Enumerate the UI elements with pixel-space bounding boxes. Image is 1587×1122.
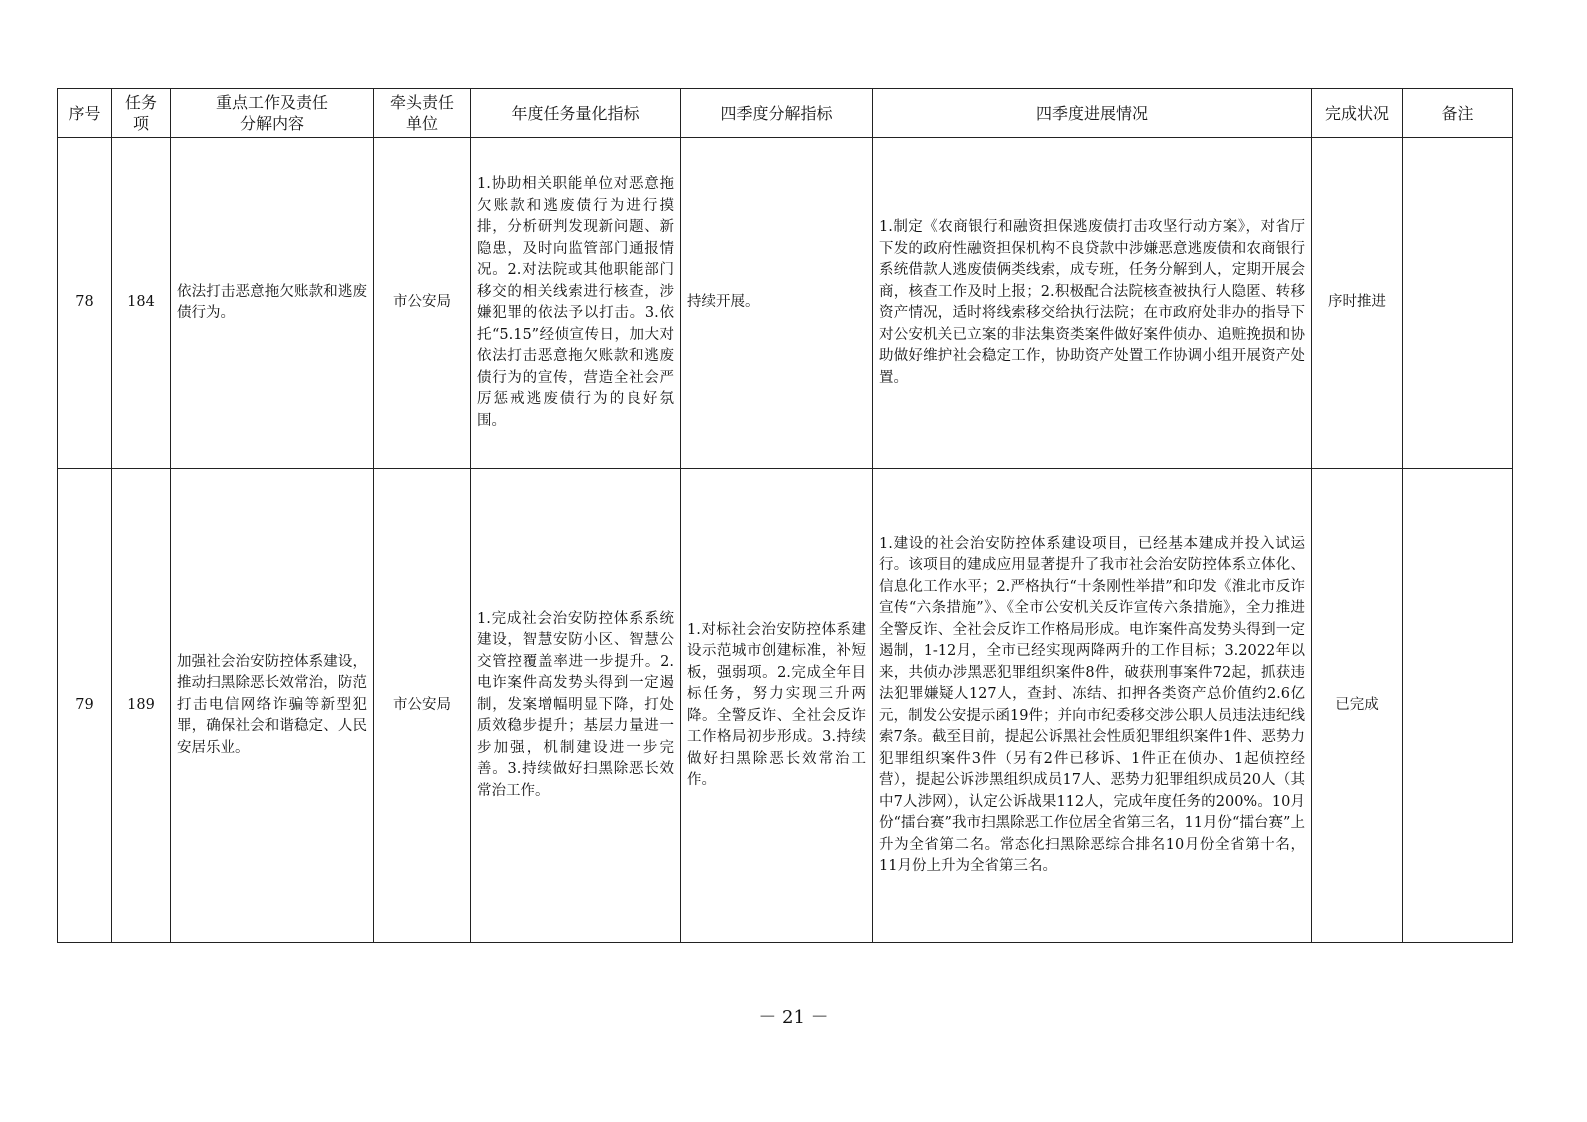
cell-task-no: 184 bbox=[112, 138, 171, 469]
cell-status: 已完成 bbox=[1312, 469, 1403, 943]
cell-remark bbox=[1403, 138, 1513, 469]
header-task-no: 任务项 bbox=[112, 89, 171, 138]
header-q4-progress: 四季度进展情况 bbox=[873, 89, 1312, 138]
header-q4-target: 四季度分解指标 bbox=[681, 89, 873, 138]
header-work bbox=[171, 89, 374, 138]
page-number: － 21 － bbox=[758, 1007, 829, 1028]
header-lead-line2: 单位 bbox=[405, 114, 438, 133]
cell-remark bbox=[1403, 469, 1513, 943]
header-work-line1: 重点工作及责任 bbox=[215, 93, 328, 112]
header-lead bbox=[374, 89, 471, 138]
header-annual: 年度任务量化指标 bbox=[471, 89, 681, 138]
cell-q4-progress: 1.建设的社会治安防控体系建设项目，已经基本建成并投入试运行。该项目的建成应用显著提升了我市社会治安防控体系立体化、信息化工作水平；2.严格执行“十条刚性举措”和印发《淮北市反诈宣传“六条措施”》、《全市公安机关反诈宣传六条措施》，全力推进全警反诈、全社会反诈工作格局形成。电诈案件高发势头得到一定遏制，1-12月，全市已经实现两降两升的工作目标；3.2022年以来，共侦办涉黑恶犯罪组织案件8件，破获刑事案件72起，抓获违法犯罪嫌疑人127人，查封、冻结、扣押各类资产总价值约2.6亿元，制发公安提示函19件；并向市纪委移交涉公职人员违法违纪线索7条。截至目前，提起公诉黑社会性质犯罪组织案件1件、恶势力犯罪组织案件3件（另有2件已移诉、1件正在侦办、1起侦控经营），提起公诉涉黑组织成员17人、恶势力犯罪组织成员20人（其中7人涉网），认定公诉战果112人，完成年度任务的200%。10月份“擂台赛”我市扫黑除恶工作位居全省第三名，11月份“擂台赛”上升为全省第二名。常态化扫黑除恶综合排名10月份全省第十名，11月份上升为全省第三名。 bbox=[873, 469, 1312, 943]
cell-annual: 1.协助相关职能单位对恶意拖欠账款和逃废债行为进行摸排，分析研判发现新问题、新隐患，及时向监管部门通报情况。2.对法院或其他职能部门移交的相关线索进行核查，涉嫌犯罪的依法予以打击。3.依托“5.15”经侦宣传日，加大对依法打击恶意拖欠账款和逃废债行为的宣传，营造全社会严厉惩戒逃废债行为的良好氛围。 bbox=[471, 138, 681, 469]
cell-q4-target: 1.对标社会治安防控体系建设示范城市创建标准，补短板，强弱项。2.完成全年目标任务，努力实现三升两降。全警反诈、全社会反诈工作格局初步形成。3.持续做好扫黑除恶长效常治工作。 bbox=[681, 469, 873, 943]
cell-lead: 市公安局 bbox=[374, 138, 471, 469]
cell-q4-progress: 1.制定《农商银行和融资担保逃废债打击攻坚行动方案》，对省厅下发的政府性融资担保机构不良贷款中涉嫌恶意逃废债和农商银行系统借款人逃废债俩类线索，成专班，任务分解到人，定期开展会商，核查工作及时上报；2.积极配合法院核查被执行人隐匿、转移资产情况，适时将线索移交给执行法院；在市政府处非办的指导下对公安机关已立案的非法集资类案件做好案件侦办、追赃挽损和协助做好维护社会稳定工作，协助资产处置工作协调小组开展资产处置。 bbox=[873, 138, 1312, 469]
cell-work: 依法打击恶意拖欠账款和逃废债行为。 bbox=[171, 138, 374, 469]
table-row bbox=[58, 138, 1513, 469]
cell-seq: 79 bbox=[58, 469, 112, 943]
header-status: 完成状况 bbox=[1312, 89, 1403, 138]
table-row bbox=[58, 469, 1513, 943]
progress-table bbox=[57, 88, 1513, 943]
header-lead-line1: 牵头责任 bbox=[389, 93, 454, 112]
header-seq: 序号 bbox=[58, 89, 112, 138]
cell-seq: 78 bbox=[58, 138, 112, 469]
cell-status: 序时推进 bbox=[1312, 138, 1403, 469]
cell-lead: 市公安局 bbox=[374, 469, 471, 943]
cell-work: 加强社会治安防控体系建设，推动扫黑除恶长效常治，防范打击电信网络诈骗等新型犯罪，确保社会和谐稳定、人民安居乐业。 bbox=[171, 469, 374, 943]
header-remark: 备注 bbox=[1403, 89, 1513, 138]
cell-annual: 1.完成社会治安防控体系系统建设，智慧安防小区、智慧公交管控覆盖率进一步提升。2.电诈案件高发势头得到一定遏制，发案增幅明显下降，打处质效稳步提升；基层力量进一步加强，机制建设进一步完善。3.持续做好扫黑除恶长效常治工作。 bbox=[471, 469, 681, 943]
cell-task-no: 189 bbox=[112, 469, 171, 943]
cell-q4-target: 持续开展。 bbox=[681, 138, 873, 469]
header-work-line2: 分解内容 bbox=[239, 114, 304, 133]
header-row bbox=[58, 89, 1513, 138]
